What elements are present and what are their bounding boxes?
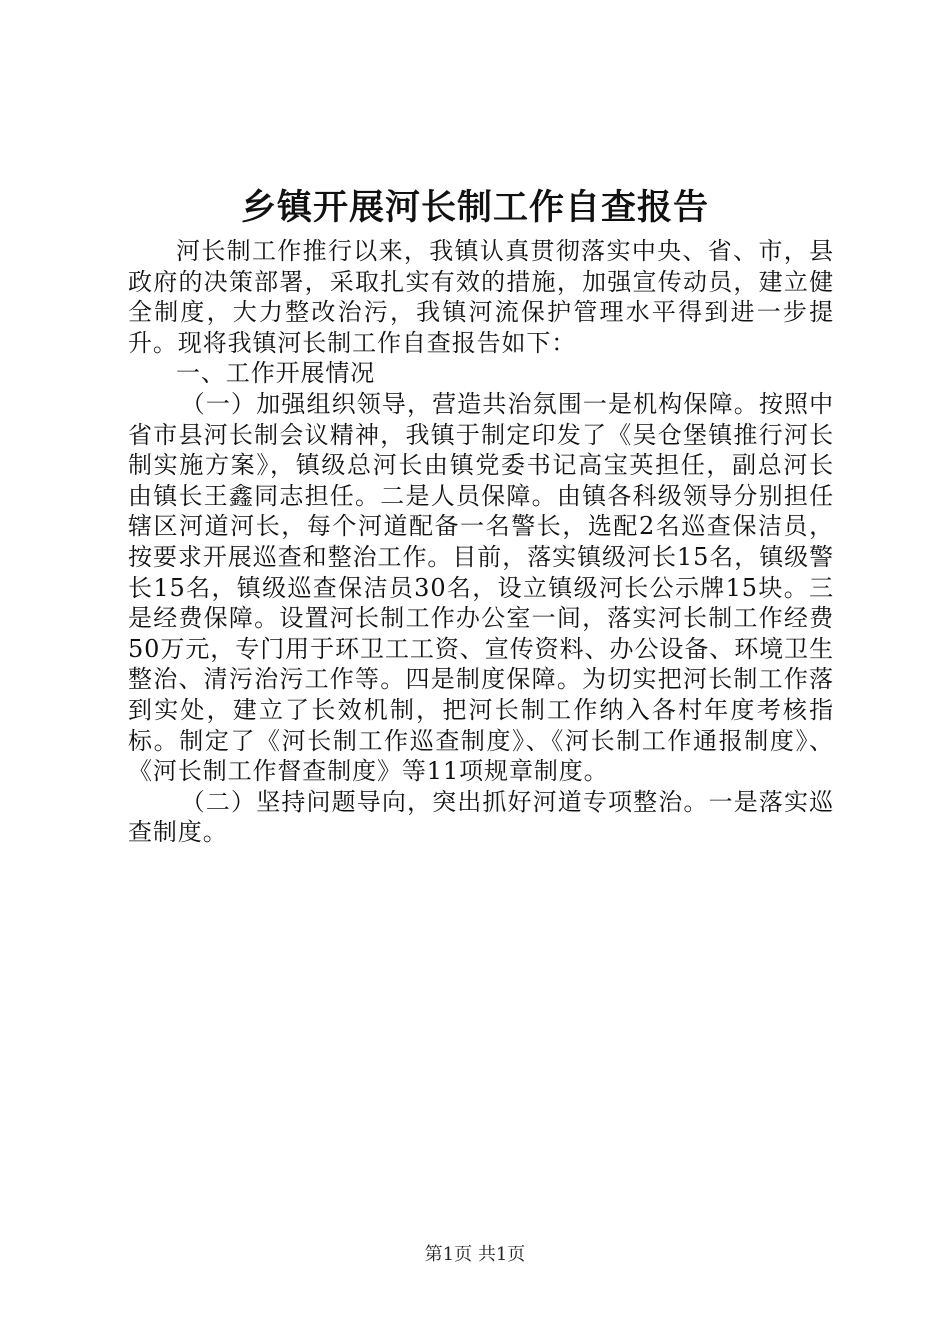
subsection-paragraph-1: （一）加强组织领导，营造共治氛围一是机构保障。按照中省市县河长制会议精神，我镇于制定印发了《吴仓堡镇推行河长制实施方案》，镇级总河长由镇党委书记高宝英担任，副总河长由镇长王鑫同志担任。二是人员保障。由镇各科级领导分别担任辖区河道河长，每个河道配备一名警长，选配2名巡查保洁员，按要求开展巡查和整治工作。目前，落实镇级河长15名，镇级警长15名，镇级巡查保洁员30名，设立镇级河长公示牌15块。三是经费保障。设置河长制工作办公室一间，落实河长制工作经费50万元，专门用于环卫工工资、宣传资料、办公设备、环境卫生整治、清污治污工作等。四是制度保障。为切实把河长制工作落到实处，建立了长效机制，把河长制工作纳入各村年度考核指标。制定了《河长制工作巡查制度》、《河长制工作通报制度》、《河长制工作督查制度》等11项规章制度。 — [128, 389, 834, 786]
subsection-paragraph-2: （二）坚持问题导向，突出抓好河道专项整治。一是落实巡查制度。 — [128, 787, 834, 847]
document-title: 乡镇开展河长制工作自查报告 — [240, 187, 709, 228]
document-body — [128, 236, 834, 848]
section-heading: 一、工作开展情况 — [176, 359, 376, 388]
page-footer: 第1页 共1页 — [424, 1244, 526, 1265]
intro-paragraph: 河长制工作推行以来，我镇认真贯彻落实中央、省、市，县政府的决策部署，采取扎实有效的措施，加强宣传动员，建立健全制度，大力整改治污，我镇河流保护管理水平得到进一步提升。现将我镇河长制工作自查报告如下： — [128, 237, 834, 357]
